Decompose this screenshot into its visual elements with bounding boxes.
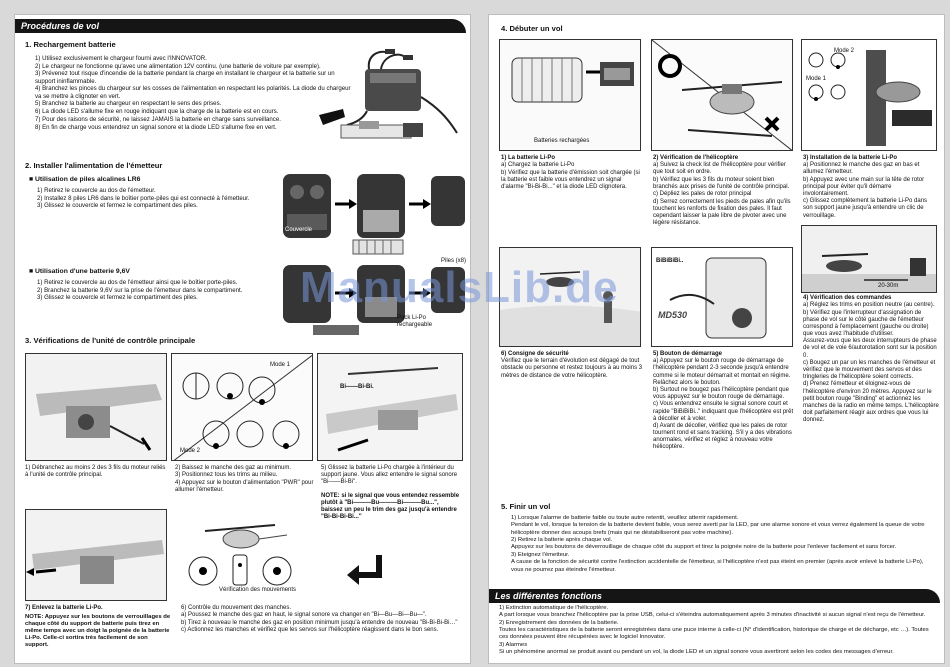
step: Appuyez sur les boutons de déverrouillage de chaque côté du support et tirez la poignée noire de la batterie pour l'enlever facilement et sans forcer. — [511, 544, 897, 551]
md530-label: MD530 — [658, 310, 688, 320]
section-3-title: 3. Vérifications de l'unité de contrôle principale — [25, 336, 196, 345]
function-item: A part lorsque vous branchez l'hélicoptère par la prise USB, celui-ci s'éteindra automatiquement après 3 minutes d'inactivité si aucun signal n'est reçu de l'émetteur. — [499, 612, 926, 619]
lr6-subtitle: ■ Utilisation de piles alcalines LR6 — [29, 176, 141, 183]
caption-line: b) Appuyez avec une main sur la tête de rotor principal pour éviter qu'il démarre involontairement. — [803, 176, 925, 197]
watermark: ManualsLib.de — [300, 263, 619, 312]
caption-line: a) Appuyez sur le bouton rouge de démarrage de l'hélicoptère pendant 2-3 seconde jusqu'à entendre comme si le moteur démarrait et montait en régime. Relâchez alors le bouton. — [653, 358, 791, 386]
start-button-illustration — [651, 247, 793, 347]
caption-line: d) Prenez l'émetteur et éloignez-vous de l'hélicoptère d'environ 20 mètres. Appuyez sur le petit bouton rouge "Binding" et actionnez les manches de la radio en même temps. L'hélicoptère doit parfaitement réagir aux ordres que vous lui donnez. — [803, 381, 939, 423]
functions-list — [499, 605, 937, 657]
bibi-label: BiBiBiBi.. — [656, 258, 684, 264]
caption-line: 2) Vérification de l'hélicoptère — [653, 155, 739, 161]
step: 6) La diode LED s'allume fixe en rouge indiquant que la charge de la batterie est en cours. — [35, 108, 279, 116]
mode1-small-label: Mode 1 — [806, 76, 827, 82]
lr6-title-text: Utilisation de piles alcalines LR6 — [35, 176, 141, 183]
b96-subtitle: ■ Utilisation d'une batterie 9,6V — [29, 268, 130, 275]
caption-line: 6) Contrôle du mouvement des manches. — [181, 605, 292, 611]
section-4-title: 4. Débuter un vol — [501, 24, 563, 33]
finish-flight-steps — [511, 515, 935, 574]
b96-steps — [37, 279, 287, 302]
piles-label: Piles (x8) — [441, 258, 467, 264]
step1-illustration — [25, 353, 167, 461]
batteries-illustration — [499, 39, 641, 151]
caption-line: c) Actionnez les manches et vérifiez que les servos sur l'hélicoptère réagissent dans le bon sens. — [181, 627, 439, 634]
b96-title-text: Utilisation d'une batterie 9,6V — [35, 268, 130, 275]
caption-line: Vérifiez que le terrain d'évolution est dégagé de tout obstacle ou personne et restez toujours à au moins 3 mètres de distance de votre hélicoptère. — [501, 358, 643, 379]
distance-label: 20-30m — [878, 283, 899, 289]
right-page — [488, 14, 945, 664]
function-item: 2) Enregistrement des données de la batterie. — [499, 619, 619, 626]
caption-line: 3) Installation de la batterie Li-Po — [803, 155, 898, 161]
step: 3) Eteignez l'émetteur. — [511, 551, 570, 558]
step2-modes-illustration — [171, 353, 313, 461]
caption-install-battery — [803, 155, 937, 220]
caption-line: c) Glissez complètement la batterie Li-Po dans son support jaune jusqu'à entendre un clic de verrouillage. — [803, 198, 928, 219]
caption-line: 1) La batterie Li-Po — [501, 155, 556, 161]
caption-safety — [501, 351, 643, 380]
caption-line: a) Suivez la check list de l'hélicoptère pour vérifier que tout soit en ordre. — [653, 162, 786, 176]
step: 2) Branchez la batterie 9,6V sur la prise de l'émetteur dans le compartiment. — [37, 286, 243, 294]
step6-illustration — [175, 509, 305, 601]
distance-illustration — [801, 225, 937, 293]
section-5-title: 5. Finir un vol — [501, 502, 551, 511]
caption-start-button — [653, 351, 795, 452]
step: 4) Branchez les pinces du chargeur sur les cosses de l'alimentation en respectant les polarités. La diode du chargeur va se mettre à clignoter en vert. — [35, 85, 351, 100]
caption-line: a) Poussez le manche des gaz en haut, le signal sonore va changer en "Bi—Bu—Bi—Bu—". — [181, 612, 427, 619]
step: 1) Retirez le couvercle au dos de l'émetteur ainsi que le boîtier porte-piles. — [37, 279, 238, 286]
charger-illustration — [307, 47, 467, 147]
caption-line: b) Vérifiez que la batterie d'émission soit chargée (si la batterie est faible vous entendrez un signal d'alarme "Bi-Bi-Bi..." et la diode LED clignotera. — [501, 169, 640, 190]
step: 2) Installez 8 piles LR6 dans le boîtier porte-piles qui est connecté à l'émetteur. — [37, 194, 250, 202]
caption-line: d) Avant de décoller, vérifiez que les pales de rotor tournent rond et sans tracking. S'il y a des vibrations anormales, vérifiez et réglez à nouveau votre hélicoptère. — [653, 422, 792, 451]
caption-line: 4) Vérification des commandes — [803, 295, 892, 301]
bi-label: Bi——Bi-Bi. — [340, 384, 374, 390]
caption-step5 — [321, 465, 463, 487]
caption-step1 — [25, 465, 167, 479]
lr6-steps — [37, 187, 277, 210]
step7-illustration — [25, 509, 167, 601]
caption-line: c) Vous entendrez ensuite le signal sonore court et rapide "BiBiBiBi.." indiquant que l'hélicoptère est prêt à décoller et à voler. — [653, 401, 794, 422]
couvercle-label: Couvercle — [285, 227, 313, 233]
caption-line: b) Surtout ne bougez pas l'hélicoptère pendant que vous appuyez sur le bouton rouge de démarrage. — [653, 386, 789, 401]
caption-line: Assurez-vous que les deux interrupteurs de phase de vol et de voie 6/autorotation sont sur la position 0. — [803, 338, 937, 359]
caption-line: c) Dépliez les pales de rotor principal — [653, 191, 752, 198]
mode2-small-label: Mode 2 — [834, 48, 855, 54]
step: 3) Glissez le couvercle et fermez le compartiment des piles. — [37, 202, 198, 210]
caption-step7-title: 7) Enlevez la batterie Li-Po. — [25, 605, 103, 611]
verif-label: Vérification des mouvements — [219, 587, 297, 593]
batteries-label: Batteries rechargées — [534, 138, 590, 144]
mode1-label: Mode 1 — [270, 362, 291, 368]
note-step5: NOTE: si le signal que vous entendez ressemble plutôt à "Bi———Bu———Bi———Bu...", baissez un peu le trim des gaz jusqu'à entendre "Bi-Bi-Bi-Bi..." — [321, 493, 460, 521]
caption-line: a) Chargez la batterie Li-Po — [501, 162, 575, 169]
mode2-label: Mode 2 — [180, 448, 201, 454]
caption-line: 6) Consigne de sécurité — [501, 351, 569, 357]
caption-helicopter-check — [653, 155, 795, 227]
step: 3) Prévenez tout risque d'incendie de la batterie pendant la charge en installant le chargeur et la batterie sur un support ininflammable. — [35, 70, 335, 85]
step: A cause de la fonction de sécurité contre l'extinction accidentelle de l'émetteur, si l'hélicoptère n'est pas éteint en premier (après avoir enlevé la batterie Li-Po), vous ne pourrez pas éteindre l'émetteur. — [511, 559, 924, 573]
step: 1) Utilisez exclusivement le chargeur fourni avec l'INNOVATOR. — [35, 55, 207, 62]
caption-line: b) Vérifiez que les 3 fils du moteur soient bien branchés aux prises de l'unité de contrôle principal. — [653, 176, 790, 190]
step5-illustration — [317, 353, 463, 461]
caption-line: 1) Débranchez au moins 2 des 3 fils du moteur reliés à l'unité de contrôle principal. — [25, 465, 166, 479]
caption-line: 4) Appuyez sur le bouton d'alimentation "PWR" pour allumer l'émetteur. — [175, 479, 314, 493]
caption-line: 3) Positionnez tous les trims au milieu. — [175, 472, 278, 479]
caption-step6 — [181, 605, 465, 635]
function-item: Si un phénomène anormal se produit avant ou pendant un vol, la diode LED et un signal sonore vous avertiront selon les codes des messages d'erreur. — [499, 649, 894, 656]
function-item: 1) Extinction automatique de l'hélicoptère. — [499, 605, 609, 611]
step: 1) Lorsque l'alarme de batterie faible ou toute autre retentit, veuillez atterrir rapidement. — [511, 515, 739, 521]
step: Pendant le vol, lorsque la tension de la batterie devient faible, vous serez averti par la LED, par une alarme sonore et vous verrez également la queue de votre hélicoptère donner des acoups brefs (mais qui ne déstabiliseront pas votre machine). — [511, 522, 925, 536]
transmitter-lr6-illustration — [277, 170, 467, 262]
pack-label: Pack Li-Po rechargeable — [397, 315, 433, 329]
section-1-title: 1. Rechargement batterie — [25, 40, 116, 49]
step: 2) Retirez la batterie après chaque vol. — [511, 537, 613, 544]
caption-controls — [803, 295, 939, 424]
install-battery-illustration — [801, 39, 937, 151]
functions-header: Les différentes fonctions — [489, 589, 940, 603]
function-item: 3) Alarmes — [499, 641, 528, 648]
caption-line: 5) Bouton de démarrage — [653, 351, 723, 357]
step: 5) Branchez la batterie au chargeur en respectant le sens des prises. — [35, 100, 222, 108]
caption-line: 5) Glissez la batterie Li-Po chargée à l'intérieur du support jaune. Vous allez entendre le signal sonore "Bi——Bi-Bi". — [321, 465, 458, 486]
step: 3) Glissez le couvercle et fermez le compartiment des piles. — [37, 294, 198, 302]
step: 8) En fin de charge vous entendrez un signal sonore et la diode LED s'allume fixe en vert. — [35, 123, 277, 131]
step: 7) Pour des raisons de sécurité, ne laissez JAMAIS la batterie en charge sans surveillance. — [35, 115, 281, 123]
caption-line: b) Tirez à nouveau le manche des gaz en position minimum jusqu'à entendre de nouveau "Bi-Bi-Bi-Bi…" — [181, 619, 458, 626]
caption-line: a) Réglez les trims en position neutre (au centre). — [803, 302, 935, 309]
note-step7: NOTE: Appuyez sur les boutons de verrouillages de chaque côté du support de batterie puis tirez en même temps avec un doigt la poignée de la batterie Li-Po. Celle-ci sortira très facilement de son support. — [25, 614, 171, 648]
caption-battery — [501, 155, 641, 191]
check-illustration — [651, 39, 793, 151]
caption-line: c) Bougez un par un les manches de l'émetteur et vérifiez que le mouvement des servos et des tringleries de l'hélicoptère soient corrects. — [803, 359, 936, 381]
caption-step2 — [175, 465, 315, 494]
caption-line: a) Positionnez le manche des gaz en bas et allumez l'émetteur. — [803, 162, 920, 176]
step: 1) Retirez le couvercle au dos de l'émetteur. — [37, 187, 156, 194]
section-2-title: 2. Installer l'alimentation de l'émetteur — [25, 161, 163, 170]
caption-line: 2) Baissez le manche des gaz au minimum. — [175, 465, 292, 471]
caption-line: b) Vérifiez que l'interrupteur d'assignation de phase de vol sur le côté gauche de l'émetteur correspond à l'emplacement (gauche ou droite) que vous avez l'habitude d'utiliser. — [803, 309, 929, 337]
return-arrow-icon — [345, 553, 385, 589]
function-item: Toutes les caractéristiques de la batterie seront enregistrées dans une puce interne à celle-ci (N° d'identification, historique de charge et de décharge, etc …). Toutes ces données peuvent être récupérées avec le logiciel Innovator. — [499, 627, 929, 641]
step: 2) Le chargeur ne fonctionne qu'avec une alimentation 12V continu. (une batterie de voiture par exemple). — [35, 62, 321, 70]
left-page — [14, 14, 471, 664]
caption-line: d) Serrez correctement les pieds de pales afin qu'ils touchent les renforts de fixation des pales. Il faut cependant laisser la pale libre de pivoter avec une légère résistance. — [653, 198, 791, 226]
procedures-header: Procédures de vol — [15, 19, 466, 33]
